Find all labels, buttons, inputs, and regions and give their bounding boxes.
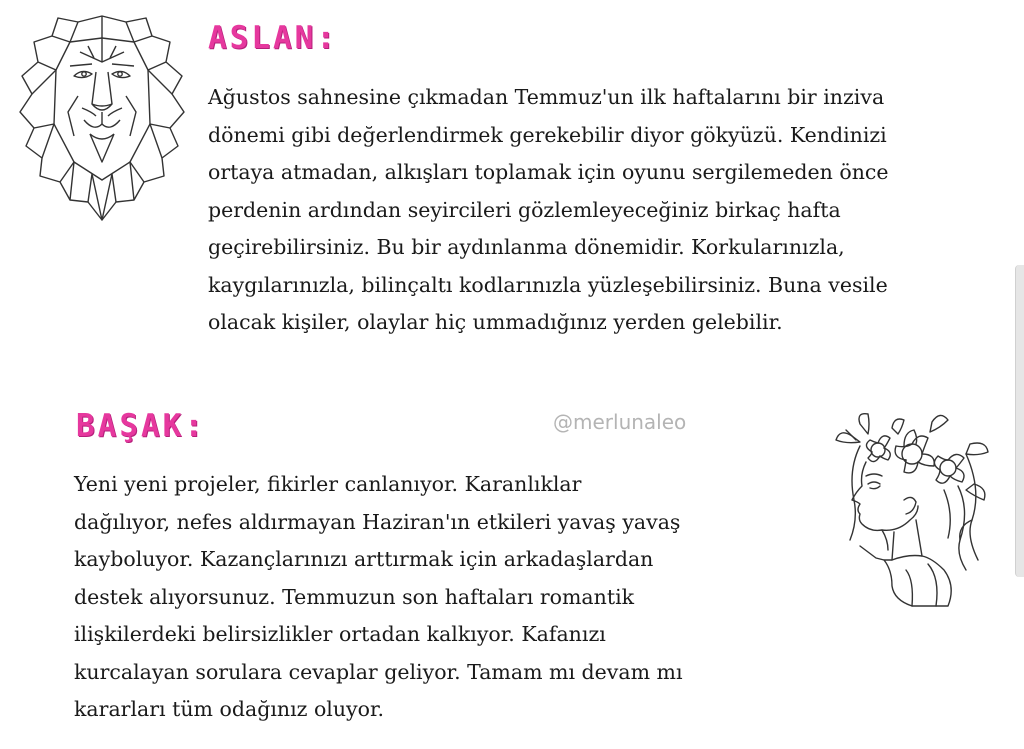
paragraph-line: olacak kişiler, olaylar hiç ummadığınız yerden gelebilir. [208,310,783,334]
woman-flower-crown-icon [832,410,992,610]
paragraph-line: ortaya atmadan, alkışları toplamak için oyunu sergilemeden önce [208,160,889,184]
paragraph-line: kaygılarınızla, bilinçaltı kodlarınızla yüzleşebilirsiniz. Buna vesile [208,272,888,297]
basak-paragraph [74,466,683,729]
paragraph-line: perdenin ardından seyircileri gözlemleyeceğiniz birkaç hafta [208,197,841,222]
paragraph-line: destek alıyorsunuz. Temmuzun son haftaları romantik [74,584,635,609]
paragraph-line: geçirebilirsiniz. Bu bir aydınlanma dönemidir. Korkularınızla, [208,235,845,259]
paragraph-line: Yeni yeni projeler, fikirler canlanıyor. Karanlıklar [74,472,582,496]
aslan-heading: ASLAN: [208,20,338,56]
watermark: @merlunaleo [553,410,687,434]
paragraph-line: kararları tüm odağınız oluyor. [74,697,385,721]
paragraph-line: Ağustos sahnesine çıkmadan Temmuz'un ilk haftalarını bir inziva [208,85,885,109]
paragraph-line: dağılıyor, nefes aldırmayan Haziran'ın etkileri yavaş yavaş [74,509,681,534]
paragraph-line: dönemi gibi değerlendirmek gerekebilir diyor gökyüzü. Kendinizi [208,122,887,147]
basak-heading: BAŞAK: [76,408,206,444]
scrollbar[interactable] [1015,265,1024,577]
paragraph-line: kayboluyor. Kazançlarınızı arttırmak için arkadaşlardan [74,547,654,571]
paragraph-line: ilişkilerdeki belirsizlikler ortadan kalkıyor. Kafanızı [74,622,606,646]
paragraph-line: kurcalayan sorulara cevaplar geliyor. Tamam mı devam mı [74,659,683,684]
aslan-paragraph [208,79,889,342]
lion-head-icon [18,12,186,222]
